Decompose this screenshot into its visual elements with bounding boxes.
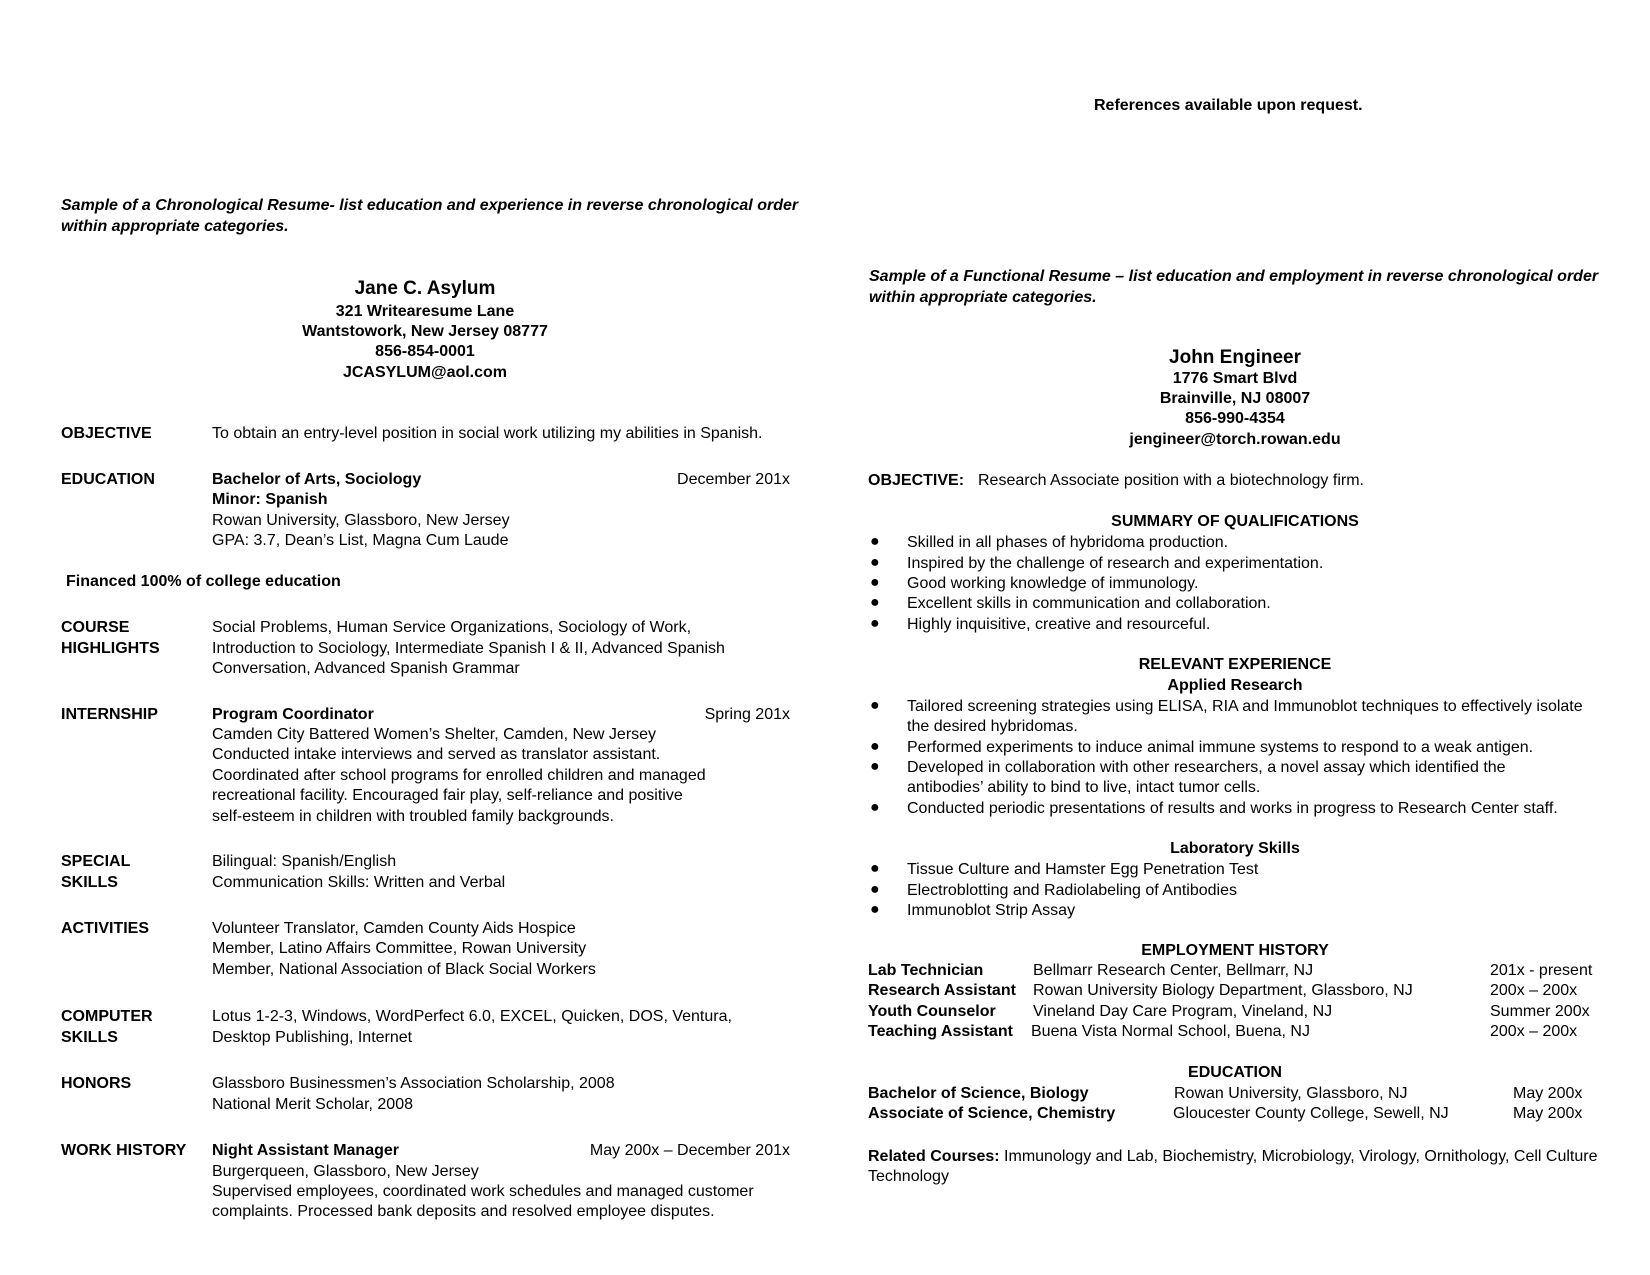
work-title: Night Assistant Manager: [212, 1142, 399, 1159]
activities-line: Member, Latino Affairs Committee, Rowan University: [212, 940, 587, 957]
employment-dates: Summer 200x: [1490, 1003, 1590, 1020]
education-minor: Minor: Spanish: [212, 491, 328, 508]
objective-label: OBJECTIVE: [61, 425, 152, 442]
employment-place: Vineland Day Care Program, Vineland, NJ: [1033, 1003, 1333, 1020]
special-label-1: SPECIAL: [61, 853, 131, 870]
honors-line: National Merit Scholar, 2008: [212, 1096, 413, 1113]
related-courses-label: Related Courses:: [868, 1148, 1000, 1165]
work-date: May 200x – December 201x: [589, 1142, 790, 1159]
bullet-icon: ●: [870, 533, 880, 550]
chrono-email: JCASYLUM@aol.com: [342, 364, 508, 381]
employment-place: Buena Vista Normal School, Buena, NJ: [1031, 1023, 1310, 1040]
functional-phone: 856-990-4354: [1185, 410, 1285, 427]
employment-dates: 200x – 200x: [1490, 1023, 1578, 1040]
bullet-icon: ●: [870, 860, 880, 877]
applied-title: Applied Research: [1167, 677, 1303, 694]
special-line: Bilingual: Spanish/English: [212, 853, 397, 870]
bullet-icon: ●: [870, 901, 880, 918]
chrono-phone: 856-854-0001: [375, 343, 475, 360]
work-label: WORK HISTORY: [61, 1142, 187, 1159]
internship-line: Conducted intake interviews and served as translator assistant.: [212, 746, 661, 763]
internship-line: Camden City Battered Women’s Shelter, Camden, New Jersey: [212, 726, 657, 743]
summary-item: Highly inquisitive, creative and resourceful.: [907, 616, 1211, 633]
related-courses: [868, 1147, 1608, 1187]
summary-item: Inspired by the challenge of research and experimentation.: [907, 555, 1324, 572]
relevant-title: RELEVANT EXPERIENCE: [1138, 656, 1332, 673]
internship-label: INTERNSHIP: [61, 706, 158, 723]
computer-label-1: COMPUTER: [61, 1008, 153, 1025]
courses-label-1: COURSE: [61, 619, 130, 636]
applied-item: Tailored screening strategies using ELISA, RIA and Immunoblot techniques to effectively isolate the desired hybridomas.: [907, 698, 1583, 735]
courses-line: Introduction to Sociology, Intermediate Spanish I & II, Advanced Spanish: [212, 640, 725, 657]
honors-line: Glassboro Businessmen’s Association Scholarship, 2008: [212, 1075, 615, 1092]
computer-line: Lotus 1-2-3, Windows, WordPerfect 6.0, EXCEL, Quicken, DOS, Ventura,: [212, 1008, 732, 1025]
internship-line: recreational facility. Encouraged fair play, self-reliance and positive: [212, 787, 683, 804]
applied-item: Performed experiments to induce animal immune systems to respond to a weak antigen.: [907, 739, 1534, 756]
employment-role: Youth Counselor: [868, 1003, 996, 1020]
honors-label: HONORS: [61, 1075, 132, 1092]
applied-item: Developed in collaboration with other researchers, a novel assay which identified the antibodies’ ability to bind to live, intact tumor cells.: [907, 759, 1506, 796]
education-date: May 200x: [1513, 1085, 1583, 1102]
activities-line: Volunteer Translator, Camden County Aids Hospice: [212, 920, 576, 937]
internship-title: Program Coordinator: [212, 706, 374, 723]
bullet-icon: ●: [870, 554, 880, 571]
education-school: Rowan University, Glassboro, New Jersey: [212, 512, 510, 529]
education-date: December 201x: [677, 471, 790, 488]
employment-role: Research Assistant: [868, 982, 1016, 999]
bullet-icon: ●: [870, 615, 880, 632]
bullet-icon: ●: [870, 574, 880, 591]
employment-place: Bellmarr Research Center, Bellmarr, NJ: [1033, 962, 1314, 979]
work-line: Burgerqueen, Glassboro, New Jersey: [212, 1163, 479, 1180]
employment-dates: 200x – 200x: [1490, 982, 1578, 999]
bullet-icon: ●: [870, 881, 880, 898]
summary-title: SUMMARY OF QUALIFICATIONS: [1111, 513, 1359, 530]
applied-item: Conducted periodic presentations of results and works in progress to Research Center staff.: [907, 800, 1558, 817]
courses-line: Social Problems, Human Service Organizations, Sociology of Work,: [212, 619, 692, 636]
courses-label-2: HIGHLIGHTS: [61, 640, 160, 657]
employment-title: EMPLOYMENT HISTORY: [1141, 942, 1329, 959]
education-label: EDUCATION: [61, 471, 155, 488]
chronological-intro: Sample of a Chronological Resume- list education and experience in reverse chronological order within appropriate categories.: [61, 197, 799, 235]
lab-title: Laboratory Skills: [1170, 840, 1300, 857]
work-line: complaints. Processed bank deposits and resolved employee disputes.: [212, 1203, 715, 1220]
lab-item: Electroblotting and Radiolabeling of Antibodies: [907, 882, 1238, 899]
functional-education-title: EDUCATION: [1188, 1064, 1282, 1081]
education-degree: Associate of Science, Chemistry: [868, 1105, 1116, 1122]
employment-role: Teaching Assistant: [868, 1023, 1013, 1040]
courses-line: Conversation, Advanced Spanish Grammar: [212, 660, 520, 677]
internship-line: self-esteem in children with troubled family backgrounds.: [212, 808, 614, 825]
internship-date: Spring 201x: [704, 706, 790, 723]
functional-intro: Sample of a Functional Resume – list education and employment in reverse chronological order within appropriate categories.: [869, 268, 1599, 306]
related-courses-text: Immunology and Lab, Biochemistry, Microbiology, Virology, Ornithology, Cell Culture Technology: [868, 1148, 1598, 1185]
education-school: Gloucester County College, Sewell, NJ: [1173, 1105, 1449, 1122]
functional-address2: Brainville, NJ 08007: [1159, 390, 1311, 407]
bullet-icon: ●: [870, 697, 880, 714]
functional-email: jengineer@torch.rowan.edu: [1129, 431, 1341, 448]
functional-objective-text: Research Associate position with a biotechnology firm.: [978, 472, 1364, 489]
employment-dates: 201x - present: [1490, 962, 1593, 979]
functional-objective-label: OBJECTIVE:: [868, 472, 965, 489]
summary-item: Good working knowledge of immunology.: [907, 575, 1199, 592]
objective-text: To obtain an entry-level position in social work utilizing my abilities in Spanish.: [212, 425, 763, 442]
internship-line: Coordinated after school programs for enrolled children and managed: [212, 767, 706, 784]
education-date: May 200x: [1513, 1105, 1583, 1122]
education-financed: Financed 100% of college education: [66, 573, 341, 590]
education-school: Rowan University, Glassboro, NJ: [1174, 1085, 1408, 1102]
bullet-icon: ●: [870, 594, 880, 611]
special-line: Communication Skills: Written and Verbal: [212, 874, 506, 891]
references-note: References available upon request.: [1094, 97, 1363, 114]
bullet-icon: ●: [870, 799, 880, 816]
work-line: Supervised employees, coordinated work schedules and managed customer: [212, 1183, 754, 1200]
activities-label: ACTIVITIES: [61, 920, 150, 937]
education-gpa: GPA: 3.7, Dean’s List, Magna Cum Laude: [212, 532, 509, 549]
computer-line: Desktop Publishing, Internet: [212, 1029, 413, 1046]
chrono-address1: 321 Writearesume Lane: [335, 303, 515, 320]
functional-address1: 1776 Smart Blvd: [1172, 370, 1298, 387]
bullet-icon: ●: [870, 738, 880, 755]
activities-line: Member, National Association of Black Social Workers: [212, 961, 596, 978]
education-degree: Bachelor of Science, Biology: [868, 1085, 1089, 1102]
computer-label-2: SKILLS: [61, 1029, 118, 1046]
summary-item: Excellent skills in communication and collaboration.: [907, 595, 1271, 612]
bullet-icon: ●: [870, 758, 880, 775]
special-label-2: SKILLS: [61, 874, 118, 891]
chrono-address2: Wantstowork, New Jersey 08777: [302, 323, 548, 340]
chrono-name: Jane C. Asylum: [354, 278, 496, 299]
lab-item: Immunoblot Strip Assay: [907, 902, 1076, 919]
lab-item: Tissue Culture and Hamster Egg Penetration Test: [907, 861, 1259, 878]
summary-item: Skilled in all phases of hybridoma production.: [907, 534, 1229, 551]
education-degree: Bachelor of Arts, Sociology: [212, 471, 422, 488]
employment-role: Lab Technician: [868, 962, 984, 979]
functional-name: John Engineer: [1169, 347, 1301, 368]
employment-place: Rowan University Biology Department, Glassboro, NJ: [1033, 982, 1413, 999]
